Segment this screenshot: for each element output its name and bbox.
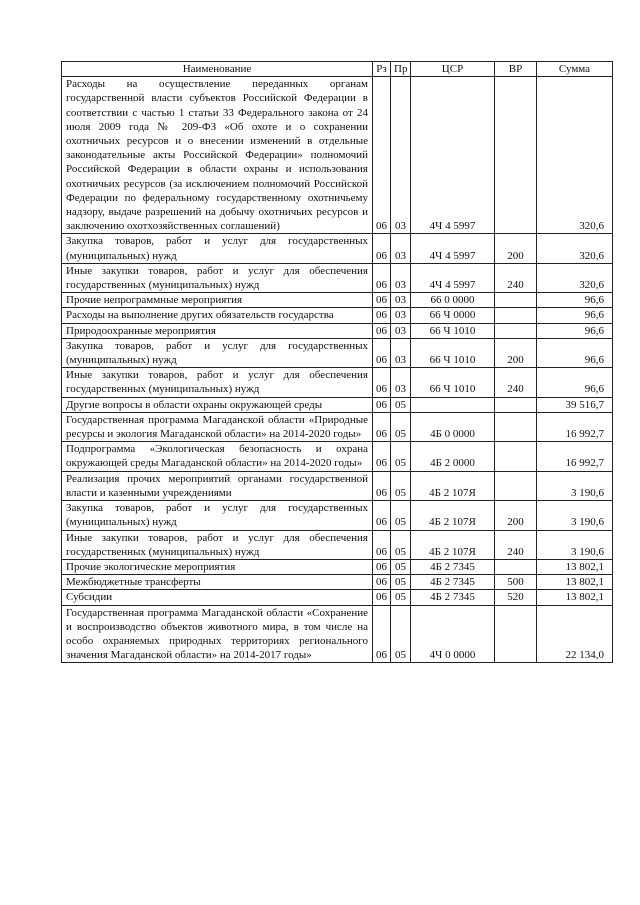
row-name: Закупка товаров, работ и услуг для государственных (муниципальных) нужд xyxy=(62,501,373,530)
row-name: Иные закупки товаров, работ и услуг для обеспечения государственных (муниципальных) нужд xyxy=(62,263,373,292)
row-pr: 03 xyxy=(391,263,411,292)
header-vr: ВР xyxy=(495,62,537,77)
table-row xyxy=(62,308,613,323)
table-row xyxy=(62,397,613,412)
table-row xyxy=(62,605,613,663)
row-sum: 16 992,7 xyxy=(537,442,613,471)
row-rz: 06 xyxy=(373,575,391,590)
row-csr: 66 0 0000 xyxy=(411,293,495,308)
row-vr xyxy=(495,293,537,308)
row-csr xyxy=(411,397,495,412)
row-csr: 4Б 2 7345 xyxy=(411,559,495,574)
row-vr: 200 xyxy=(495,338,537,367)
table-row xyxy=(62,234,613,263)
table-row xyxy=(62,442,613,471)
row-name: Другие вопросы в области охраны окружающей среды xyxy=(62,397,373,412)
row-name: Реализация прочих мероприятий органами государственной власти и казенными учреждениями xyxy=(62,471,373,500)
row-pr: 05 xyxy=(391,471,411,500)
row-pr: 05 xyxy=(391,412,411,441)
row-rz: 06 xyxy=(373,471,391,500)
row-vr: 200 xyxy=(495,234,537,263)
row-rz: 06 xyxy=(373,442,391,471)
row-csr: 4Б 2 0000 xyxy=(411,442,495,471)
row-rz: 06 xyxy=(373,501,391,530)
row-sum: 320,6 xyxy=(537,234,613,263)
row-csr: 66 Ч 1010 xyxy=(411,368,495,397)
header-row xyxy=(62,62,613,77)
row-rz: 06 xyxy=(373,338,391,367)
table-row xyxy=(62,501,613,530)
row-sum: 22 134,0 xyxy=(537,605,613,663)
table-row xyxy=(62,471,613,500)
row-csr: 4Б 2 7345 xyxy=(411,575,495,590)
row-rz: 06 xyxy=(373,397,391,412)
row-rz: 06 xyxy=(373,77,391,234)
row-rz: 06 xyxy=(373,368,391,397)
row-sum: 96,6 xyxy=(537,368,613,397)
row-csr: 66 Ч 1010 xyxy=(411,338,495,367)
row-rz: 06 xyxy=(373,234,391,263)
row-pr: 05 xyxy=(391,501,411,530)
row-rz: 06 xyxy=(373,293,391,308)
row-vr: 240 xyxy=(495,530,537,559)
row-sum: 96,6 xyxy=(537,338,613,367)
table-row xyxy=(62,412,613,441)
row-name: Закупка товаров, работ и услуг для государственных (муниципальных) нужд xyxy=(62,338,373,367)
row-vr: 520 xyxy=(495,590,537,605)
row-vr xyxy=(495,605,537,663)
table-row xyxy=(62,77,613,234)
header-pr: Пр xyxy=(391,62,411,77)
row-sum: 3 190,6 xyxy=(537,501,613,530)
header-name: Наименование xyxy=(62,62,373,77)
row-csr: 66 Ч 1010 xyxy=(411,323,495,338)
row-name: Расходы на осуществление переданных органам государственной власти субъектов Российской Федерации в соответствии с частью 1 статьи 33 Федерального закона от 24 июля 2009 года № 209-ФЗ «Об охоте и о сохранении охотничьих ресурсов и о внесении изменений в отдельные законодательные акты Российской Федерации» полномочий Российской Федерации в области охраны и использования охотничьих ресурсов (за исключением полномочий Российской Федерации по федеральному государственному охотничьему надзору, выдаче разрешений на добычу охотничьих ресурсов и заключению охотхозяйственных соглашений) xyxy=(62,77,373,234)
table-row xyxy=(62,338,613,367)
row-csr: 4Б 2 7345 xyxy=(411,590,495,605)
row-name: Прочие непрограммные мероприятия xyxy=(62,293,373,308)
row-pr: 03 xyxy=(391,338,411,367)
row-name: Иные закупки товаров, работ и услуг для обеспечения государственных (муниципальных) нужд xyxy=(62,368,373,397)
row-name: Прочие экологические мероприятия xyxy=(62,559,373,574)
row-csr: 4Б 2 107Я xyxy=(411,501,495,530)
row-pr: 03 xyxy=(391,293,411,308)
table-row xyxy=(62,575,613,590)
table-row xyxy=(62,293,613,308)
row-vr xyxy=(495,77,537,234)
table-row xyxy=(62,559,613,574)
row-sum: 320,6 xyxy=(537,77,613,234)
row-name: Государственная программа Магаданской области «Природные ресурсы и экология Магаданской области» на 2014-2020 годы» xyxy=(62,412,373,441)
row-name: Государственная программа Магаданской области «Сохранение и воспроизводство объектов животного мира, в том числе на особо охраняемых природных территориях регионального значения Магаданской области» на 2014-2017 годы» xyxy=(62,605,373,663)
row-sum: 320,6 xyxy=(537,263,613,292)
row-name: Подпрограмма «Экологическая безопасность и охрана окружающей среды Магаданской области» на 2014-2020 годы» xyxy=(62,442,373,471)
row-vr xyxy=(495,323,537,338)
row-vr: 500 xyxy=(495,575,537,590)
row-name: Закупка товаров, работ и услуг для государственных (муниципальных) нужд xyxy=(62,234,373,263)
row-rz: 06 xyxy=(373,530,391,559)
row-csr: 4Б 2 107Я xyxy=(411,530,495,559)
row-vr xyxy=(495,559,537,574)
row-pr: 05 xyxy=(391,442,411,471)
row-rz: 06 xyxy=(373,412,391,441)
row-name: Природоохранные мероприятия xyxy=(62,323,373,338)
table-row xyxy=(62,368,613,397)
row-vr xyxy=(495,442,537,471)
row-sum: 13 802,1 xyxy=(537,575,613,590)
table-row xyxy=(62,263,613,292)
row-rz: 06 xyxy=(373,605,391,663)
row-sum: 13 802,1 xyxy=(537,559,613,574)
row-rz: 06 xyxy=(373,308,391,323)
row-csr: 4Ч 4 5997 xyxy=(411,263,495,292)
header-sum: Сумма xyxy=(537,62,613,77)
table-row xyxy=(62,530,613,559)
row-csr: 4Ч 0 0000 xyxy=(411,605,495,663)
row-csr: 4Б 0 0000 xyxy=(411,412,495,441)
row-pr: 03 xyxy=(391,308,411,323)
row-vr: 240 xyxy=(495,263,537,292)
row-sum: 39 516,7 xyxy=(537,397,613,412)
row-pr: 05 xyxy=(391,575,411,590)
row-name: Субсидии xyxy=(62,590,373,605)
row-sum: 13 802,1 xyxy=(537,590,613,605)
header-rz: Рз xyxy=(373,62,391,77)
row-name: Межбюджетные трансферты xyxy=(62,575,373,590)
table-row xyxy=(62,590,613,605)
row-csr: 4Ч 4 5997 xyxy=(411,77,495,234)
row-vr: 200 xyxy=(495,501,537,530)
row-sum: 3 190,6 xyxy=(537,530,613,559)
row-vr xyxy=(495,412,537,441)
row-pr: 05 xyxy=(391,530,411,559)
row-vr: 240 xyxy=(495,368,537,397)
row-pr: 05 xyxy=(391,397,411,412)
row-name: Иные закупки товаров, работ и услуг для обеспечения государственных (муниципальных) нужд xyxy=(62,530,373,559)
row-rz: 06 xyxy=(373,263,391,292)
row-sum: 96,6 xyxy=(537,323,613,338)
row-sum: 96,6 xyxy=(537,308,613,323)
row-pr: 03 xyxy=(391,368,411,397)
row-pr: 05 xyxy=(391,559,411,574)
row-vr xyxy=(495,471,537,500)
row-pr: 03 xyxy=(391,77,411,234)
row-csr: 4Б 2 107Я xyxy=(411,471,495,500)
budget-table xyxy=(61,61,613,663)
row-pr: 05 xyxy=(391,590,411,605)
row-pr: 03 xyxy=(391,323,411,338)
table-row xyxy=(62,323,613,338)
row-rz: 06 xyxy=(373,559,391,574)
row-csr: 4Ч 4 5997 xyxy=(411,234,495,263)
row-name: Расходы на выполнение других обязательств государства xyxy=(62,308,373,323)
row-sum: 16 992,7 xyxy=(537,412,613,441)
row-rz: 06 xyxy=(373,323,391,338)
row-vr xyxy=(495,397,537,412)
row-vr xyxy=(495,308,537,323)
row-sum: 3 190,6 xyxy=(537,471,613,500)
header-csr: ЦСР xyxy=(411,62,495,77)
row-csr: 66 Ч 0000 xyxy=(411,308,495,323)
row-pr: 03 xyxy=(391,234,411,263)
row-rz: 06 xyxy=(373,590,391,605)
row-sum: 96,6 xyxy=(537,293,613,308)
row-pr: 05 xyxy=(391,605,411,663)
